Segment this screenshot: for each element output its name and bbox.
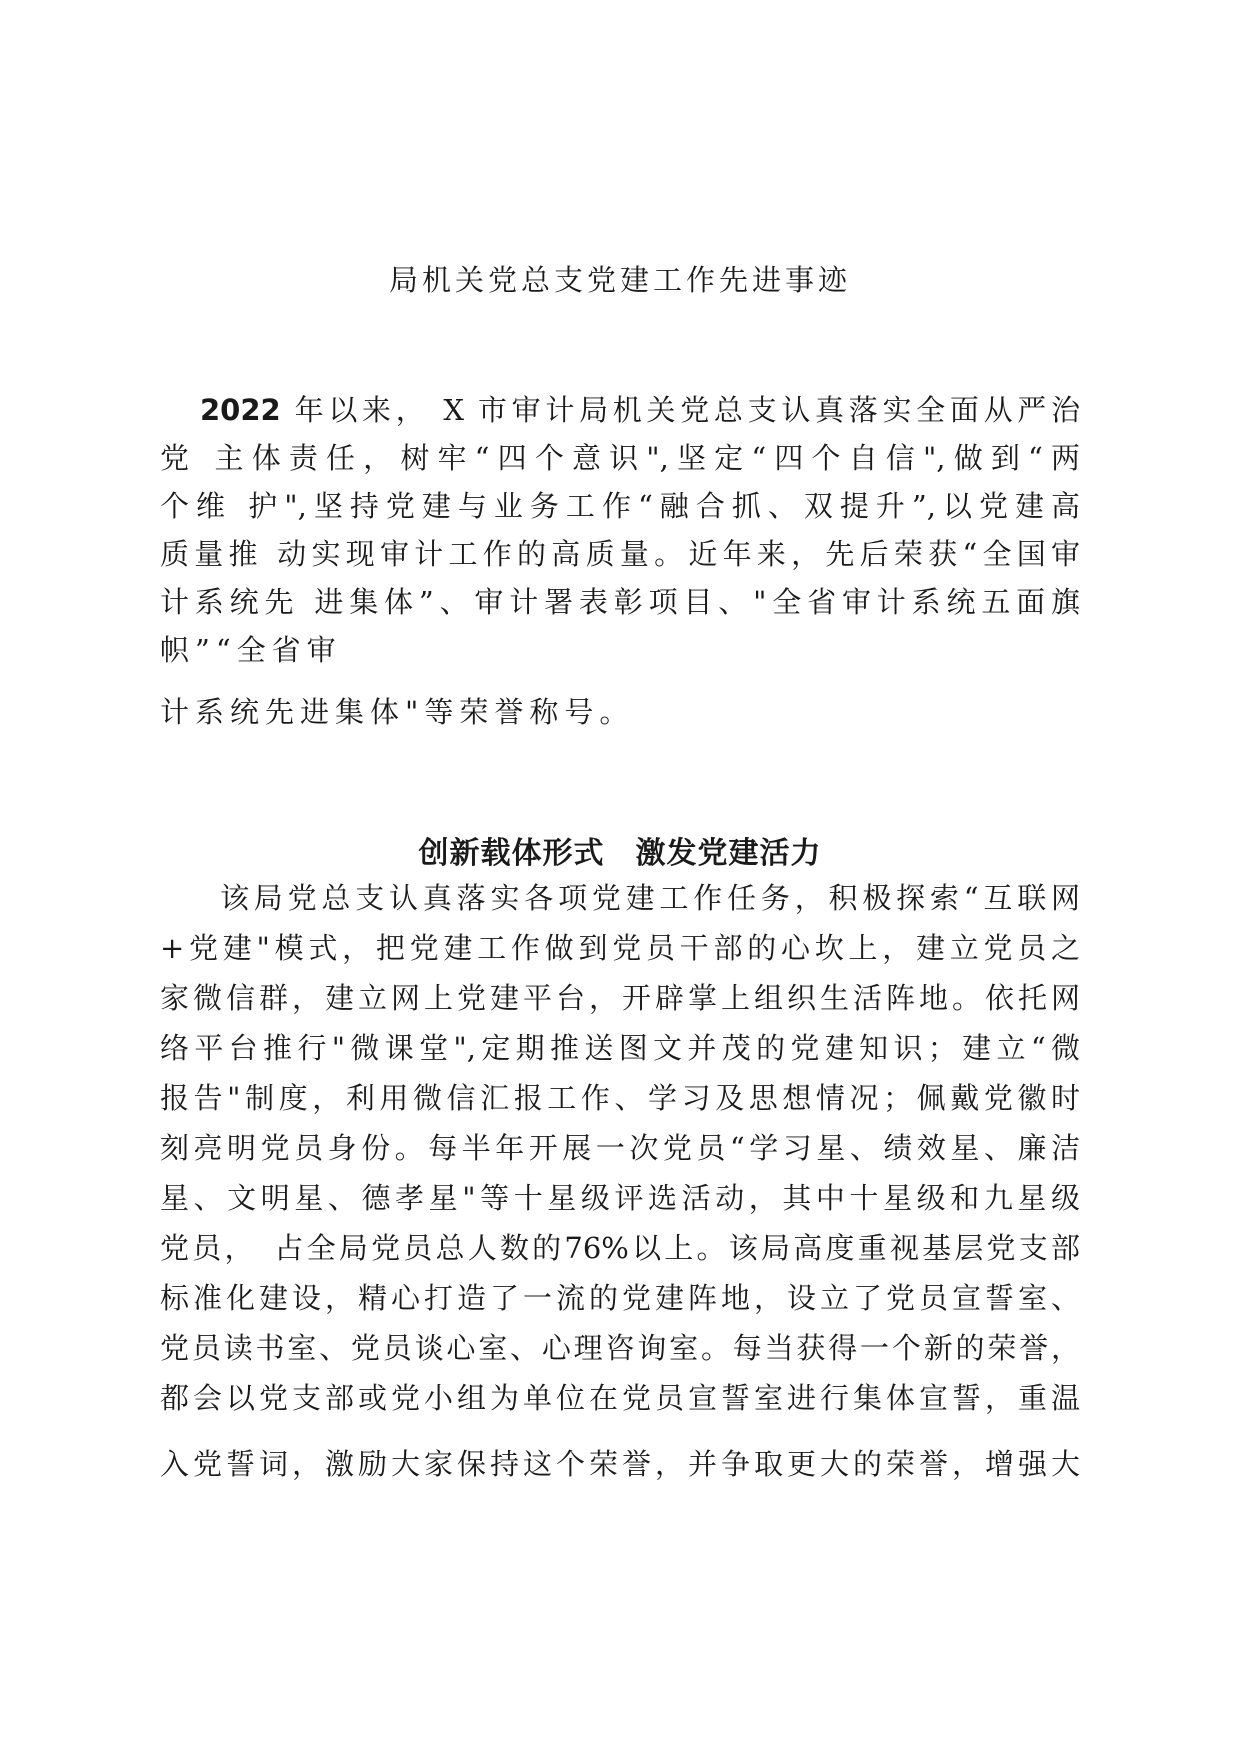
intro-line-5: 计系统先 进集体”、审计署表彰项目、"全省审计系统五面旗 xyxy=(160,585,1080,619)
body-line-4: 络平台推行"微课堂",定期推送图文并茂的党建知识；建立“微 xyxy=(160,1031,1080,1065)
body-line-9: 标准化建设，精心打造了一流的党建阵地，设立了党员宣誓室、 xyxy=(160,1281,1080,1315)
intro-line-6: 帜”“全省审 xyxy=(160,633,342,667)
intro-line-1 xyxy=(160,392,1080,428)
intro-line-4: 质量推 动实现审计工作的高质量。近年来，先后荣获“全国审 xyxy=(160,537,1080,571)
body-line-11: 都会以党支部或党小组为单位在党员宣誓室进行集体宣誓，重温 xyxy=(160,1381,1080,1415)
section-heading: 创新载体形式 激发党建活力 xyxy=(418,836,822,871)
body-line-8: 党员， 占全局党员总人数的76%以上。该局高度重视基层党支部 xyxy=(160,1231,1080,1265)
intro-line-3: 个维 护",坚持党建与业务工作“融合抓、双提升”,以党建高 xyxy=(160,489,1080,523)
body-line-6: 刻亮明党员身份。每半年开展一次党员“学习星、绩效星、廉洁 xyxy=(160,1131,1080,1165)
intro-year: 2022 xyxy=(200,393,281,427)
body-line-1: 该局党总支认真落实各项党建工作任务，积极探索“互联网 xyxy=(220,881,1080,915)
body-line-7: 星、文明星、德孝星"等十星级评选活动，其中十星级和九星级 xyxy=(160,1181,1080,1215)
body-line-12: 入党誓词，激励大家保持这个荣誉，并争取更大的荣誉，增强大 xyxy=(160,1447,1080,1481)
document-title: 局机关党总支党建工作先进事迹 xyxy=(388,263,851,297)
body-line-5: 报告"制度，利用微信汇报工作、学习及思想情况；佩戴党徽时 xyxy=(160,1081,1080,1115)
body-line-3: 家微信群，建立网上党建平台，开辟掌上组织生活阵地。依托网 xyxy=(160,981,1080,1015)
intro-line-1-text: 年以来， X 市审计局机关党总支认真落实全面从严治 xyxy=(280,393,1080,427)
intro-line-2: 党 主体责任，树牢“四个意识",坚定“四个自信",做到“两 xyxy=(160,441,1080,475)
body-line-10: 党员读书室、党员谈心室、心理咨询室。每当获得一个新的荣誉， xyxy=(160,1331,1080,1365)
body-line-2: +党建"模式，把党建工作做到党员干部的心坎上，建立党员之 xyxy=(160,931,1080,965)
intro-line-7: 计系统先进集体"等荣誉称号。 xyxy=(160,695,635,729)
